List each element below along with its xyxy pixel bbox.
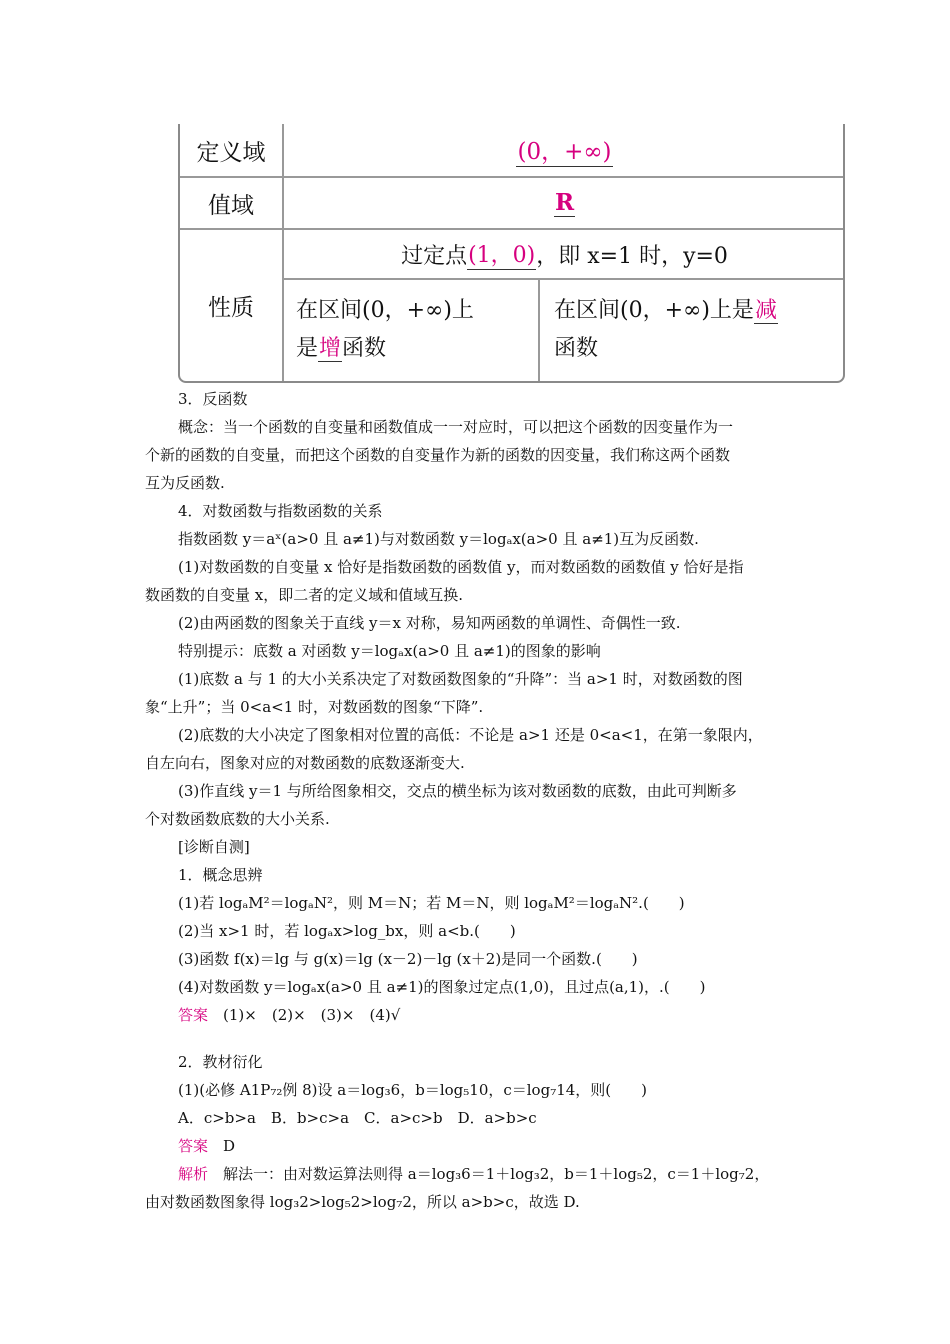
question-2: (1)(必修 A1P₇₂例 8)设 a＝log₃6，b＝log₅10，c＝log₇14，则( ) [178, 1081, 647, 1099]
section-3-title: 3．反函数 [178, 390, 248, 408]
increasing-cell: 在区间(0，+∞)上 是增函数 [296, 298, 474, 361]
fixed-point-row: 过定点 (1，0) ，即 x=1 时，y=0 [284, 230, 845, 278]
question-item: (2)当 x>1 时，若 logₐx>log_bx，则 a<b.( ) [178, 922, 516, 940]
paragraph-line: 特别提示：底数 a 对函数 y＝logₐx(a>0 且 a≠1)的图象的影响 [178, 642, 601, 660]
paragraph-line: (1)底数 a 与 1 的大小关系决定了对数函数图象的“升降”：当 a>1 时，对数函数的图 [178, 670, 743, 688]
answer-2: 答案 D [178, 1137, 236, 1155]
property-label: 性质 [208, 295, 254, 321]
paragraph-line: 自左向右，图象对应的对数函数的底数逐渐变大. [145, 754, 465, 772]
question-2-options: A．c>b>a B．b>c>a C．a>c>b D．a>b>c [178, 1109, 537, 1127]
question-item: (1)若 logₐM²＝logₐN²，则 M＝N；若 M＝N，则 logₐM²＝logₐN².( ) [178, 894, 685, 912]
range-label: 值域 [208, 192, 254, 219]
domain-label: 定义域 [196, 139, 266, 166]
concept-heading: 1．概念思辨 [178, 866, 263, 884]
domain-value: (0，+∞) [516, 133, 612, 167]
log-function-property-table [178, 124, 845, 383]
answer-label: 答案 [178, 1137, 209, 1155]
section-4-title: 4．对数函数与指数函数的关系 [178, 502, 383, 520]
paragraph-line: 个新的函数的自变量，而把这个函数的自变量作为新的函数的因变量，我们称这两个函数 [145, 446, 731, 464]
paragraph-line: 个对数函数底数的大小关系. [145, 810, 330, 828]
decreasing-cell: 在区间(0，+∞)上是减 函数 [554, 298, 777, 361]
question-item: (3)函数 f(x)＝lg 与 g(x)＝lg (x－2)－lg (x＋2)是同一个函数.( ) [178, 950, 638, 968]
paragraph-line: 象“上升”；当 0<a<1 时，对数函数的图象“下降”. [145, 698, 484, 716]
diagnosis-heading: [诊断自测] [178, 838, 250, 856]
paragraph-line: (1)对数函数的自变量 x 恰好是指数函数的函数值 y，而对数函数的函数值 y 恰好是指 [178, 558, 744, 576]
paragraph-line: (3)作直线 y＝1 与所给图象相交，交点的横坐标为该对数函数的底数，由此可判断多 [178, 782, 737, 800]
paragraph-line: (2)底数的大小决定了图象相对位置的高低：不论是 a>1 还是 0<a<1，在第一象限内， [178, 726, 763, 744]
analysis-line: 解析 解法一：由对数运算法则得 a＝log₃6＝1＋log₃2，b＝1＋log₅2，c＝1＋log₇2， [178, 1165, 770, 1183]
paragraph-line: 概念：当一个函数的自变量和函数值成一一对应时，可以把这个函数的因变量作为一 [178, 418, 734, 436]
paragraph-line: 数函数的自变量 x，即二者的定义域和值域互换. [145, 586, 463, 604]
paragraph-line: 互为反函数. [145, 474, 225, 492]
analysis-label: 解析 [178, 1165, 209, 1183]
section-2-title: 2．教材衍化 [178, 1053, 263, 1071]
range-value: R [554, 189, 575, 216]
answer-1: 答案 (1)× (2)× (3)× (4)√ [178, 1006, 401, 1024]
paragraph-line: (2)由两函数的图象关于直线 y＝x 对称，易知两函数的单调性、奇偶性一致. [178, 614, 681, 632]
paragraph-line: 指数函数 y＝aˣ(a>0 且 a≠1)与对数函数 y＝logₐx(a>0 且 a≠1)互为反函数. [178, 530, 699, 548]
analysis-line: 由对数函数图象得 log₃2>log₅2>log₇2，所以 a>b>c，故选 D. [145, 1193, 580, 1211]
answer-label: 答案 [178, 1006, 209, 1024]
question-item: (4)对数函数 y＝logₐx(a>0 且 a≠1)的图象过定点(1,0)，且过点(a,1)，.( ) [178, 978, 706, 996]
